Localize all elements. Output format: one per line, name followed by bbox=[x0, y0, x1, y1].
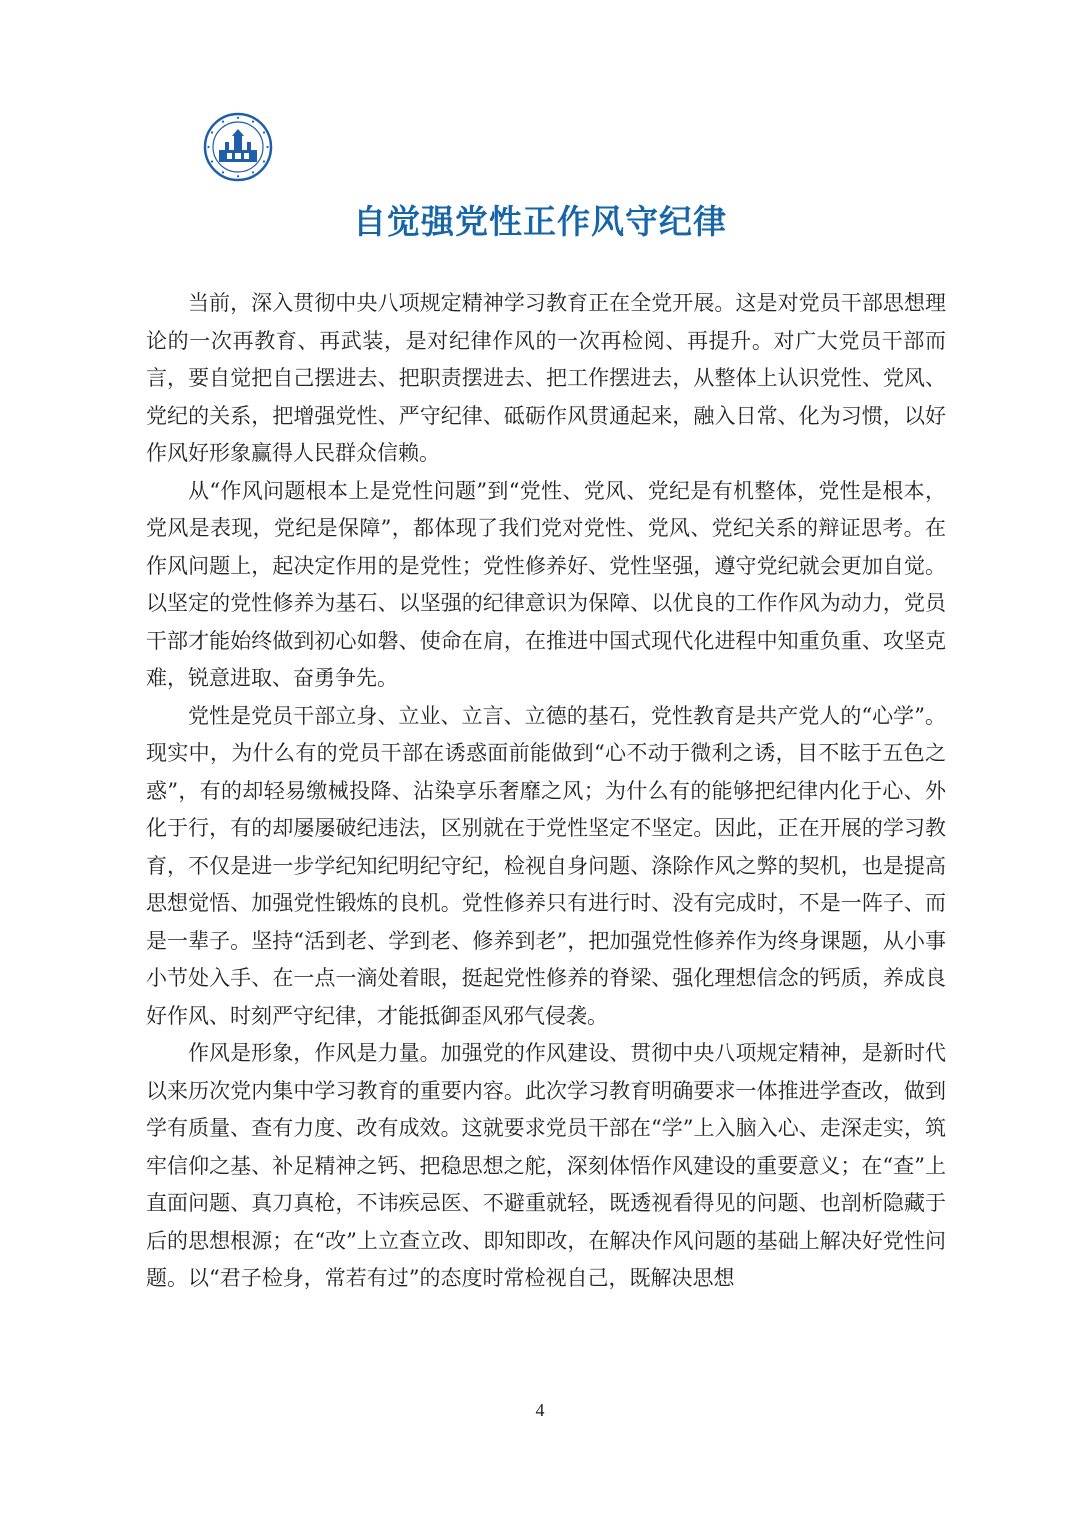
article-title: 自觉强党性正作风守纪律 bbox=[353, 202, 727, 241]
emblem-icon bbox=[203, 112, 273, 182]
paragraph: 当前，深入贯彻中央八项规定精神学习教育正在全党开展。这是对党员干部思想理论的一次再教育、再武装，是对纪律作风的一次再检阅、再提升。对广大党员干部而言，要自觉把自己摆进去、把职责摆进去、把工作摆进去，从整体上认识党性、党风、党纪的关系，把增强党性、严守纪律、砥砺作风贯通起来，融入日常、化为习惯，以好作风好形象赢得人民群众信赖。 bbox=[146, 291, 946, 465]
paragraph: 作风是形象，作风是力量。加强党的作风建设、贯彻中央八项规定精神，是新时代以来历次党内集中学习教育的重要内容。此次学习教育明确要求一体推进学查改，做到学有质量、查有力度、改有成效。这就要求党员干部在“学”上入脑入心、走深走实，筑牢信仰之基、补足精神之钙、把稳思想之舵，深刻体悟作风建设的重要意义；在“查”上直面问题、真刀真枪，不讳疾忌医、不避重就轻，既透视看得见的问题、也剖析隐藏于后的思想根源；在“改”上立查立改、即知即改，在解决作风问题的基础上解决好党性问题。以“君子检身，常若有过”的态度时常检视自己，既解决思想 bbox=[146, 1041, 946, 1290]
paragraph: 党性是党员干部立身、立业、立言、立德的基石，党性教育是共产党人的“心学”。现实中，为什么有的党员干部在诱惑面前能做到“心不动于微利之诱，目不眩于五色之惑”，有的却轻易缴械投降、沾染享乐奢靡之风；为什么有的能够把纪律内化于心、外化于行，有的却屡屡破纪违法，区别就在于党性坚定不坚定。因此，正在开展的学习教育，不仅是进一步学纪知纪明纪守纪，检视自身问题、涤除作风之弊的契机，也是提高思想觉悟、加强党性锻炼的良机。党性修养只有进行时、没有完成时，不是一阵子、而是一辈子。坚持“活到老、学到老、修养到老”，把加强党性修养作为终身课题，从小事小节处入手、在一点一滴处着眼，挺起党性修养的脊梁、强化理想信念的钙质，养成良好作风、时刻严守纪律，才能抵御歪风邪气侵袭。 bbox=[146, 703, 946, 1028]
article-body bbox=[146, 285, 946, 1298]
page-number: 4 bbox=[535, 1400, 545, 1420]
paragraph: 从“作风问题根本上是党性问题”到“党性、党风、党纪是有机整体，党性是根本，党风是表现，党纪是保障”，都体现了我们党对党性、党风、党纪关系的辩证思考。在作风问题上，起决定作用的是党性；党性修养好、党性坚强，遵守党纪就会更加自觉。以坚定的党性修养为基石、以坚强的纪律意识为保障、以优良的工作作风为动力，党员干部才能始终做到初心如磐、使命在肩，在推进中国式现代化进程中知重负重、攻坚克难，锐意进取、奋勇争先。 bbox=[146, 478, 946, 690]
